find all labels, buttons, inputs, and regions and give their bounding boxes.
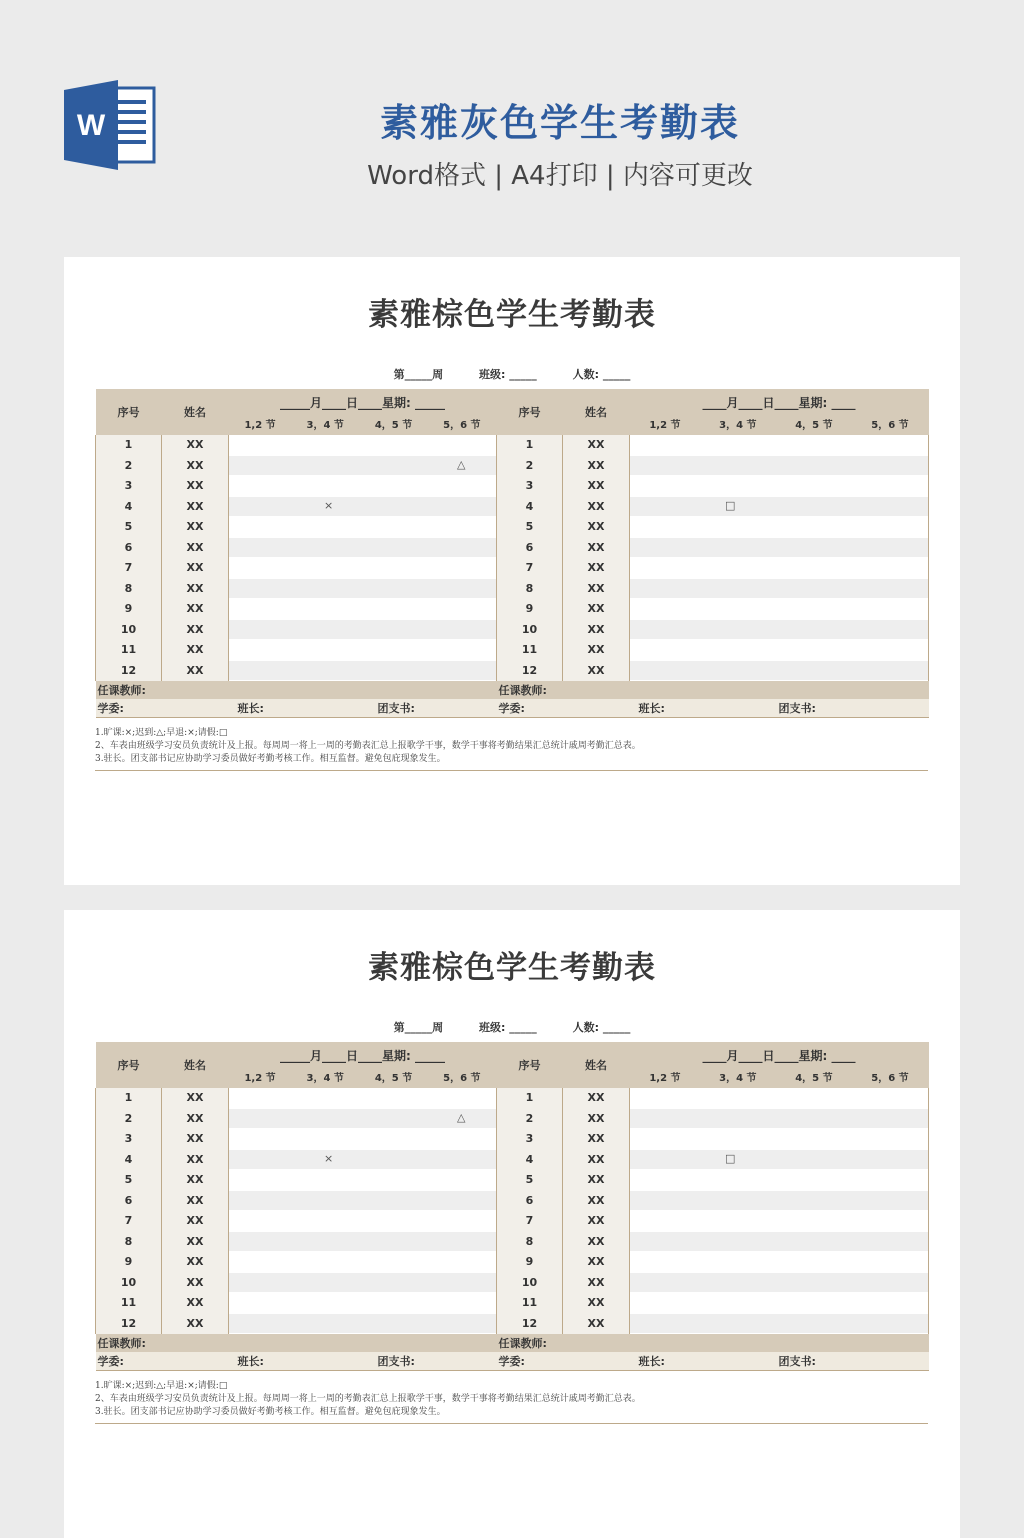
- date-header: [630, 389, 929, 435]
- row-name: XX: [563, 1252, 630, 1273]
- attendance-sheet: [64, 257, 960, 885]
- attendance-cell[interactable]: [229, 558, 497, 579]
- slot-label: 4，5 节: [795, 1073, 833, 1084]
- row-name: XX: [162, 619, 229, 640]
- attendance-cell[interactable]: [229, 619, 497, 640]
- date-label: ____月____日____星期: ____: [702, 396, 856, 410]
- row-index: 5: [497, 1170, 563, 1191]
- attendance-cell[interactable]: [630, 558, 929, 579]
- table-row: [96, 640, 929, 661]
- week-field: 第_____周: [393, 368, 444, 381]
- row-index: 1: [497, 435, 563, 456]
- row-index: 7: [96, 1211, 162, 1232]
- committee-label: 学委:: [97, 1355, 124, 1368]
- row-index: 5: [497, 517, 563, 538]
- committee-label: 学委:: [498, 702, 525, 715]
- slot-headers: [630, 416, 928, 433]
- row-index: 2: [96, 455, 162, 476]
- row-index: 11: [96, 640, 162, 661]
- row-index: 12: [96, 1313, 162, 1334]
- row-index: 5: [96, 517, 162, 538]
- signature-row: [497, 1352, 929, 1371]
- row-name: XX: [162, 1313, 229, 1334]
- row-name: XX: [162, 1088, 229, 1109]
- word-icon: [64, 80, 156, 170]
- table-row: [96, 517, 929, 538]
- row-name: XX: [162, 1293, 229, 1314]
- attendance-cell[interactable]: [229, 1149, 497, 1170]
- slot-label: 1,2 节: [244, 1073, 276, 1084]
- row-index: 2: [497, 1108, 563, 1129]
- attendance-table: [95, 1041, 929, 1371]
- row-name: XX: [162, 537, 229, 558]
- row-name: XX: [162, 660, 229, 681]
- row-name: XX: [162, 578, 229, 599]
- row-index: 10: [497, 1272, 563, 1293]
- note-line: 2、车表由班级学习安员负责统计及上报。每周周一将上一周的考勤表汇总上报歌学干事，数学干事将考勤结果汇总统计戚周考勤汇总表。: [95, 1394, 641, 1404]
- row-index: 3: [96, 476, 162, 497]
- row-name: XX: [563, 455, 630, 476]
- teacher-label: 任课教师:: [96, 1334, 497, 1353]
- attendance-cell[interactable]: [229, 578, 497, 599]
- teacher-label: 任课教师:: [497, 1334, 929, 1353]
- row-index: 1: [497, 1088, 563, 1109]
- slot-label: 1,2 节: [244, 420, 276, 431]
- signature-row: [96, 1352, 497, 1371]
- row-index: 10: [497, 619, 563, 640]
- page-title: 素雅灰色学生考勤表: [379, 101, 740, 145]
- row-name: XX: [563, 1170, 630, 1191]
- count-field: 人数: _____: [572, 1021, 631, 1034]
- slot-headers: [229, 416, 496, 433]
- attendance-cell[interactable]: [630, 599, 929, 620]
- date-label: _____月____日____星期: _____: [280, 1049, 445, 1063]
- row-index: 1: [96, 1088, 162, 1109]
- slot-label: 1,2 节: [649, 1073, 681, 1084]
- table-row: [96, 476, 929, 497]
- row-index: 3: [497, 476, 563, 497]
- row-index: 7: [497, 558, 563, 579]
- table-row: [96, 1088, 929, 1109]
- attendance-cell[interactable]: [229, 476, 497, 497]
- sheet-title: 素雅棕色学生考勤表: [368, 297, 656, 333]
- row-index: 7: [96, 558, 162, 579]
- table-row: [96, 496, 929, 517]
- attendance-mark: △: [457, 457, 466, 471]
- note-line: 3.驻长。团支部书记应协助学习委员做好考勤考核工作。相互监督。避免包庇现象发生。: [95, 754, 446, 764]
- row-name: XX: [563, 619, 630, 640]
- table-row: [96, 1293, 929, 1314]
- row-index: 10: [96, 1272, 162, 1293]
- attendance-cell[interactable]: [630, 435, 929, 456]
- note-line: 2、车表由班级学习安员负责统计及上报。每周周一将上一周的考勤表汇总上报歌学干事，数学干事将考勤结果汇总统计戚周考勤汇总表。: [95, 741, 641, 751]
- row-index: 8: [497, 1231, 563, 1252]
- row-index: 12: [497, 660, 563, 681]
- table-row: [96, 578, 929, 599]
- index-header: 序号: [96, 389, 162, 435]
- league-label: 团支书:: [377, 702, 415, 715]
- row-name: XX: [563, 660, 630, 681]
- row-name: XX: [563, 1272, 630, 1293]
- slot-label: 3，4 节: [719, 1073, 757, 1084]
- slot-headers: [630, 1069, 928, 1086]
- monitor-label: 班长:: [237, 1355, 264, 1368]
- table-row: [96, 599, 929, 620]
- slot-label: 1,2 节: [649, 420, 681, 431]
- attendance-sheet: [64, 910, 960, 1538]
- name-header: 姓名: [162, 1042, 229, 1088]
- slot-label: 4，5 节: [374, 1073, 413, 1084]
- attendance-cell[interactable]: [229, 1170, 497, 1191]
- table-row: [96, 1272, 929, 1293]
- row-name: XX: [162, 1252, 229, 1273]
- row-index: 6: [497, 1190, 563, 1211]
- attendance-cell[interactable]: [630, 1272, 929, 1293]
- attendance-cell[interactable]: [630, 1088, 929, 1109]
- monitor-label: 班长:: [638, 1355, 665, 1368]
- attendance-cell[interactable]: [630, 1108, 929, 1129]
- row-index: 12: [96, 660, 162, 681]
- attendance-cell[interactable]: [229, 1231, 497, 1252]
- attendance-cell[interactable]: [229, 517, 497, 538]
- row-name: XX: [563, 1190, 630, 1211]
- row-index: 12: [497, 1313, 563, 1334]
- row-index: 11: [497, 1293, 563, 1314]
- class-field: 班级: _____: [479, 368, 537, 381]
- note-line: 1.旷课:×;迟到:△;早退:×;请假:□: [95, 728, 228, 738]
- teacher-label: 任课教师:: [497, 681, 929, 700]
- attendance-cell[interactable]: [229, 537, 497, 558]
- row-name: XX: [563, 517, 630, 538]
- row-index: 3: [96, 1129, 162, 1150]
- row-name: XX: [162, 1129, 229, 1150]
- row-index: 4: [96, 1149, 162, 1170]
- table-row: [96, 1211, 929, 1232]
- date-header: [229, 1042, 497, 1088]
- slot-label: 3，4 节: [719, 420, 757, 431]
- table-row: [96, 558, 929, 579]
- committee-label: 学委:: [498, 1355, 525, 1368]
- row-name: XX: [563, 599, 630, 620]
- date-header: [229, 389, 497, 435]
- attendance-mark: △: [457, 1110, 466, 1124]
- row-name: XX: [563, 1108, 630, 1129]
- note-line: 1.旷课:×;迟到:△;早退:×;请假:□: [95, 1381, 228, 1391]
- row-name: XX: [162, 476, 229, 497]
- slot-label: 5，6 节: [443, 420, 481, 431]
- row-index: 1: [96, 435, 162, 456]
- league-label: 团支书:: [778, 1355, 816, 1368]
- sheet-title: 素雅棕色学生考勤表: [368, 950, 656, 986]
- row-name: XX: [563, 1088, 630, 1109]
- row-name: XX: [563, 1149, 630, 1170]
- row-index: 5: [96, 1170, 162, 1191]
- committee-label: 学委:: [97, 702, 124, 715]
- slot-label: 4，5 节: [795, 420, 833, 431]
- teacher-label: 任课教师:: [96, 681, 497, 700]
- attendance-cell[interactable]: [229, 1108, 497, 1129]
- row-name: XX: [162, 1272, 229, 1293]
- row-index: 9: [96, 1252, 162, 1273]
- row-name: XX: [563, 1231, 630, 1252]
- attendance-cell[interactable]: [630, 1293, 929, 1314]
- attendance-cell[interactable]: [229, 1293, 497, 1314]
- attendance-mark: □: [725, 1151, 736, 1165]
- table-row: [96, 455, 929, 476]
- row-index: 6: [96, 537, 162, 558]
- attendance-cell[interactable]: [229, 599, 497, 620]
- row-index: 10: [96, 619, 162, 640]
- attendance-cell[interactable]: [630, 1313, 929, 1334]
- attendance-cell[interactable]: [630, 1252, 929, 1273]
- attendance-cell[interactable]: [229, 435, 497, 456]
- row-name: XX: [162, 599, 229, 620]
- table-row: [96, 1108, 929, 1129]
- signature-row: [497, 699, 929, 718]
- row-name: XX: [563, 578, 630, 599]
- row-name: XX: [563, 558, 630, 579]
- attendance-cell[interactable]: [630, 1149, 929, 1170]
- slot-label: 5，6 节: [443, 1073, 481, 1084]
- signature-row: [96, 699, 497, 718]
- row-index: 4: [497, 496, 563, 517]
- row-name: XX: [563, 1211, 630, 1232]
- slot-label: 3，4 节: [306, 1073, 344, 1084]
- row-name: XX: [162, 435, 229, 456]
- row-name: XX: [563, 496, 630, 517]
- table-row: [96, 537, 929, 558]
- attendance-cell[interactable]: [630, 537, 929, 558]
- monitor-label: 班长:: [638, 702, 665, 715]
- row-index: 7: [497, 1211, 563, 1232]
- name-header: 姓名: [563, 389, 630, 435]
- row-index: 9: [497, 599, 563, 620]
- week-field: 第_____周: [393, 1021, 444, 1034]
- row-index: 3: [497, 1129, 563, 1150]
- table-row: [96, 1190, 929, 1211]
- row-index: 4: [497, 1149, 563, 1170]
- row-name: XX: [563, 435, 630, 456]
- row-name: XX: [563, 1313, 630, 1334]
- table-row: [96, 1313, 929, 1334]
- sheet-info: [64, 1019, 960, 1035]
- attendance-cell[interactable]: [229, 1129, 497, 1150]
- slot-label: 4，5 节: [374, 420, 413, 431]
- row-index: 6: [96, 1190, 162, 1211]
- table-row: [96, 1231, 929, 1252]
- row-index: 11: [497, 640, 563, 661]
- monitor-label: 班长:: [237, 702, 264, 715]
- date-header: [630, 1042, 929, 1088]
- slot-label: 3，4 节: [306, 420, 344, 431]
- row-name: XX: [563, 537, 630, 558]
- attendance-cell[interactable]: [630, 578, 929, 599]
- table-row: [96, 619, 929, 640]
- row-name: XX: [162, 1231, 229, 1252]
- index-header: 序号: [497, 1042, 563, 1088]
- row-name: XX: [162, 496, 229, 517]
- attendance-cell[interactable]: [229, 640, 497, 661]
- slot-headers: [229, 1069, 496, 1086]
- row-name: XX: [563, 1293, 630, 1314]
- attendance-cell[interactable]: [229, 496, 497, 517]
- attendance-cell[interactable]: [630, 517, 929, 538]
- attendance-cell[interactable]: [630, 476, 929, 497]
- row-name: XX: [563, 640, 630, 661]
- row-name: XX: [162, 455, 229, 476]
- attendance-cell[interactable]: [229, 1313, 497, 1334]
- attendance-cell[interactable]: [630, 1129, 929, 1150]
- table-row: [96, 435, 929, 456]
- sheet-info: [64, 366, 960, 382]
- attendance-cell[interactable]: [229, 660, 497, 681]
- attendance-mark: □: [725, 498, 736, 512]
- name-header: 姓名: [563, 1042, 630, 1088]
- index-header: 序号: [96, 1042, 162, 1088]
- attendance-mark: ×: [324, 1151, 334, 1165]
- attendance-cell[interactable]: [630, 660, 929, 681]
- attendance-cell[interactable]: [630, 640, 929, 661]
- name-header: 姓名: [162, 389, 229, 435]
- row-name: XX: [563, 1129, 630, 1150]
- slot-label: 5，6 节: [871, 420, 909, 431]
- row-name: XX: [162, 1211, 229, 1232]
- notes: [95, 1380, 928, 1424]
- attendance-cell[interactable]: [630, 1170, 929, 1191]
- row-index: 6: [497, 537, 563, 558]
- league-label: 团支书:: [778, 702, 816, 715]
- attendance-cell[interactable]: [229, 1211, 497, 1232]
- attendance-table: [95, 388, 929, 718]
- row-index: 11: [96, 1293, 162, 1314]
- row-index: 2: [497, 455, 563, 476]
- league-label: 团支书:: [377, 1355, 415, 1368]
- attendance-cell[interactable]: [630, 1231, 929, 1252]
- attendance-cell[interactable]: [630, 1211, 929, 1232]
- attendance-cell[interactable]: [229, 1088, 497, 1109]
- row-name: XX: [563, 476, 630, 497]
- attendance-cell[interactable]: [229, 455, 497, 476]
- row-name: XX: [162, 558, 229, 579]
- attendance-cell[interactable]: [229, 1190, 497, 1211]
- table-row: [96, 1252, 929, 1273]
- table-row: [96, 1149, 929, 1170]
- page-subtitle: Word格式 | A4打印 | 内容可更改: [367, 161, 753, 191]
- row-name: XX: [162, 1190, 229, 1211]
- row-index: 4: [96, 496, 162, 517]
- table-row: [96, 660, 929, 681]
- attendance-mark: ×: [324, 498, 334, 512]
- row-name: XX: [162, 1170, 229, 1191]
- index-header: 序号: [497, 389, 563, 435]
- attendance-cell[interactable]: [630, 455, 929, 476]
- svg-text:W: W: [76, 109, 106, 142]
- table-row: [96, 1170, 929, 1191]
- note-line: 3.驻长。团支部书记应协助学习委员做好考勤考核工作。相互监督。避免包庇现象发生。: [95, 1407, 446, 1417]
- attendance-cell[interactable]: [229, 1272, 497, 1293]
- attendance-cell[interactable]: [229, 1252, 497, 1273]
- slot-label: 5，6 节: [871, 1073, 909, 1084]
- row-index: 8: [96, 578, 162, 599]
- row-index: 9: [497, 1252, 563, 1273]
- date-label: ____月____日____星期: ____: [702, 1049, 856, 1063]
- row-name: XX: [162, 1108, 229, 1129]
- attendance-cell[interactable]: [630, 1190, 929, 1211]
- attendance-cell[interactable]: [630, 619, 929, 640]
- row-index: 8: [96, 1231, 162, 1252]
- attendance-cell[interactable]: [630, 496, 929, 517]
- row-name: XX: [162, 517, 229, 538]
- table-row: [96, 1129, 929, 1150]
- row-index: 8: [497, 578, 563, 599]
- row-index: 2: [96, 1108, 162, 1129]
- row-name: XX: [162, 640, 229, 661]
- row-name: XX: [162, 1149, 229, 1170]
- count-field: 人数: _____: [572, 368, 631, 381]
- date-label: _____月____日____星期: _____: [280, 396, 445, 410]
- class-field: 班级: _____: [479, 1021, 537, 1034]
- notes: [95, 727, 928, 771]
- row-index: 9: [96, 599, 162, 620]
